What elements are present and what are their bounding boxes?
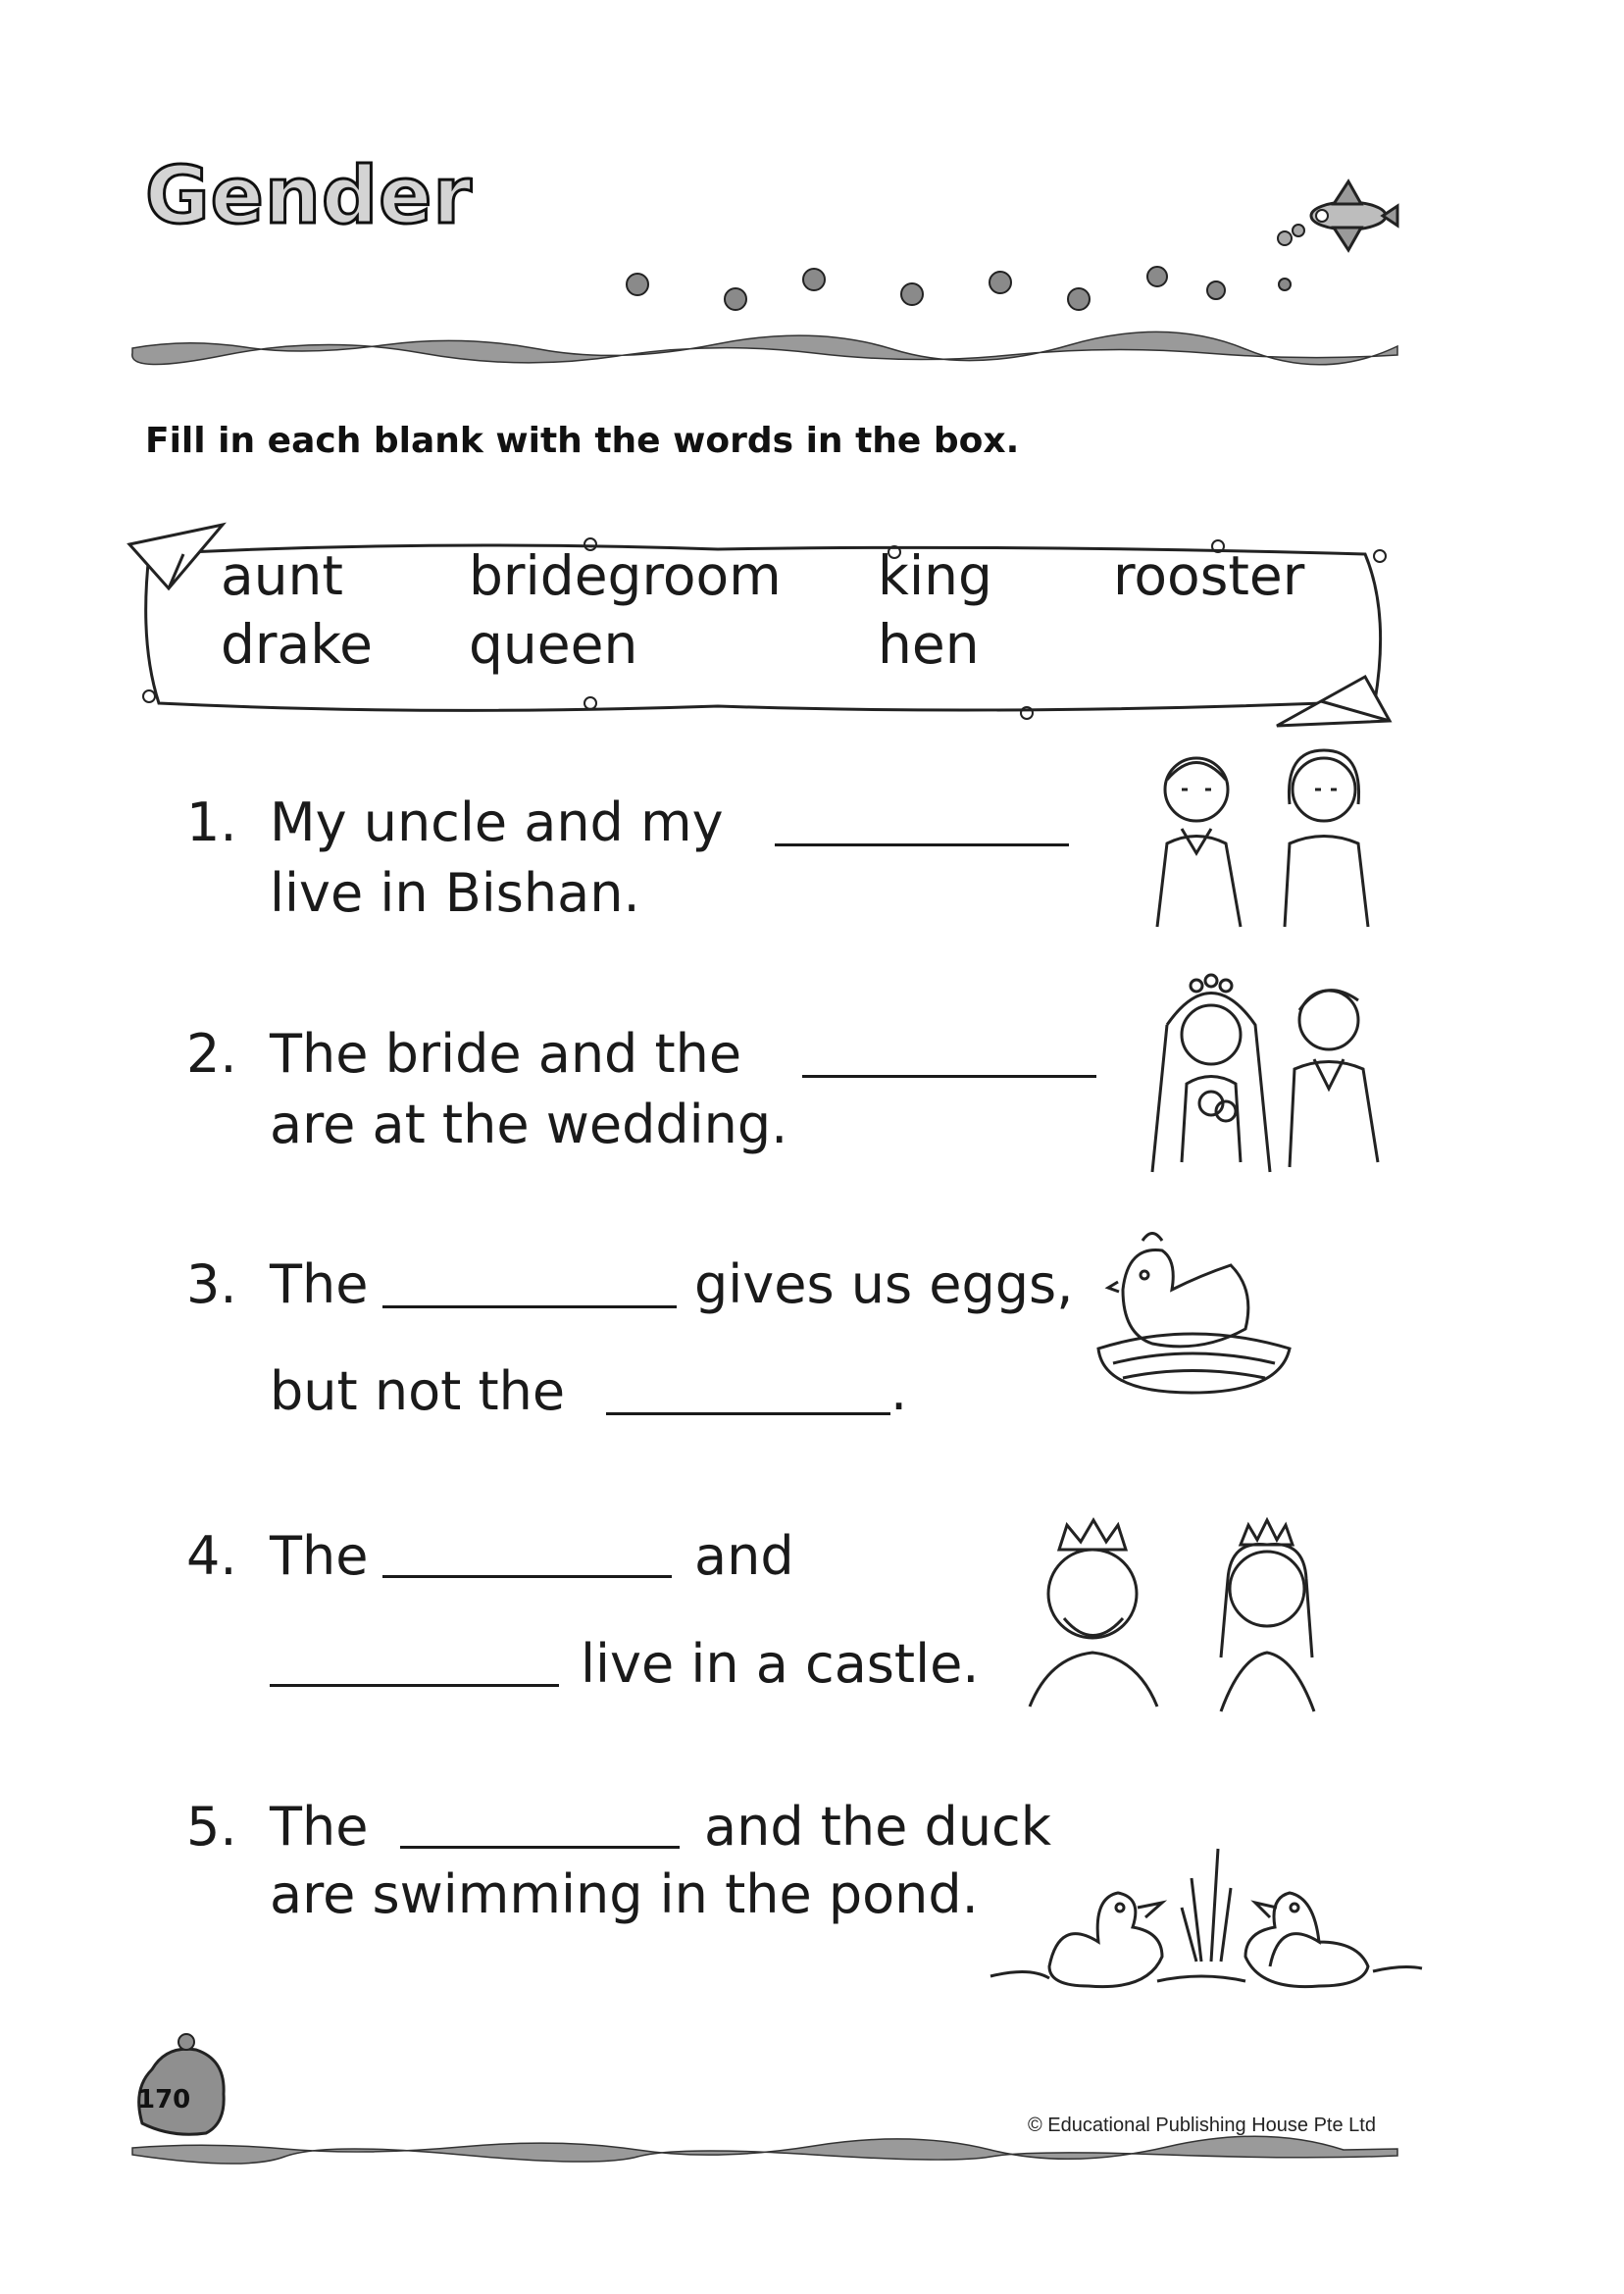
answer-blank[interactable]	[382, 1575, 672, 1578]
question-text: gives us eggs,	[694, 1253, 1074, 1315]
question-text: are swimming in the pond.	[270, 1863, 979, 1925]
ducks-in-pond-illustration	[990, 1819, 1422, 2015]
question-number: 5.	[186, 1796, 237, 1858]
answer-blank[interactable]	[775, 843, 1069, 846]
word-drake: drake	[221, 613, 373, 676]
question-text: are at the wedding.	[270, 1094, 788, 1155]
word-queen: queen	[469, 613, 638, 676]
cloud-trail-icon	[1275, 221, 1314, 250]
question-text: and the duck	[704, 1796, 1052, 1858]
word-rooster: rooster	[1113, 544, 1305, 607]
question-text: and	[694, 1525, 794, 1587]
question-text: .	[890, 1360, 908, 1422]
question-text: The	[270, 1525, 369, 1587]
page-number: 170	[137, 2085, 191, 2115]
word-hen: hen	[878, 613, 980, 676]
answer-blank[interactable]	[382, 1305, 677, 1308]
answer-blank[interactable]	[802, 1075, 1096, 1078]
word-bridegroom: bridegroom	[469, 544, 782, 607]
king-and-queen-illustration	[1010, 1510, 1353, 1716]
top-divider	[127, 333, 1402, 363]
copyright-text: © Educational Publishing House Pte Ltd	[1028, 2115, 1376, 2136]
word-aunt: aunt	[221, 544, 343, 607]
answer-blank[interactable]	[400, 1846, 680, 1849]
question-number: 3.	[186, 1253, 237, 1315]
question-number: 1.	[186, 791, 237, 853]
question-number: 2.	[186, 1023, 237, 1085]
question-text: live in a castle.	[581, 1633, 980, 1695]
bottom-divider	[127, 2138, 1402, 2162]
question-text: The	[270, 1796, 369, 1858]
answer-blank[interactable]	[270, 1684, 559, 1687]
instruction-text: Fill in each blank with the words in the box.	[145, 421, 1020, 461]
uncle-and-aunt-illustration	[1123, 736, 1397, 932]
question-text: but not the	[270, 1360, 566, 1422]
hen-on-nest-illustration	[1084, 1221, 1299, 1398]
question-text: live in Bishan.	[270, 862, 640, 924]
page-number-badge	[127, 2030, 235, 2138]
question-text: The	[270, 1253, 369, 1315]
page-title: Gender	[145, 150, 473, 241]
bride-and-bridegroom-illustration	[1138, 966, 1402, 1182]
word-king: king	[878, 544, 992, 607]
answer-blank[interactable]	[606, 1412, 890, 1415]
question-text: My uncle and my	[270, 791, 724, 853]
question-number: 4.	[186, 1525, 237, 1587]
decorative-flowers	[608, 255, 1294, 324]
question-text: The bride and the	[270, 1023, 742, 1085]
